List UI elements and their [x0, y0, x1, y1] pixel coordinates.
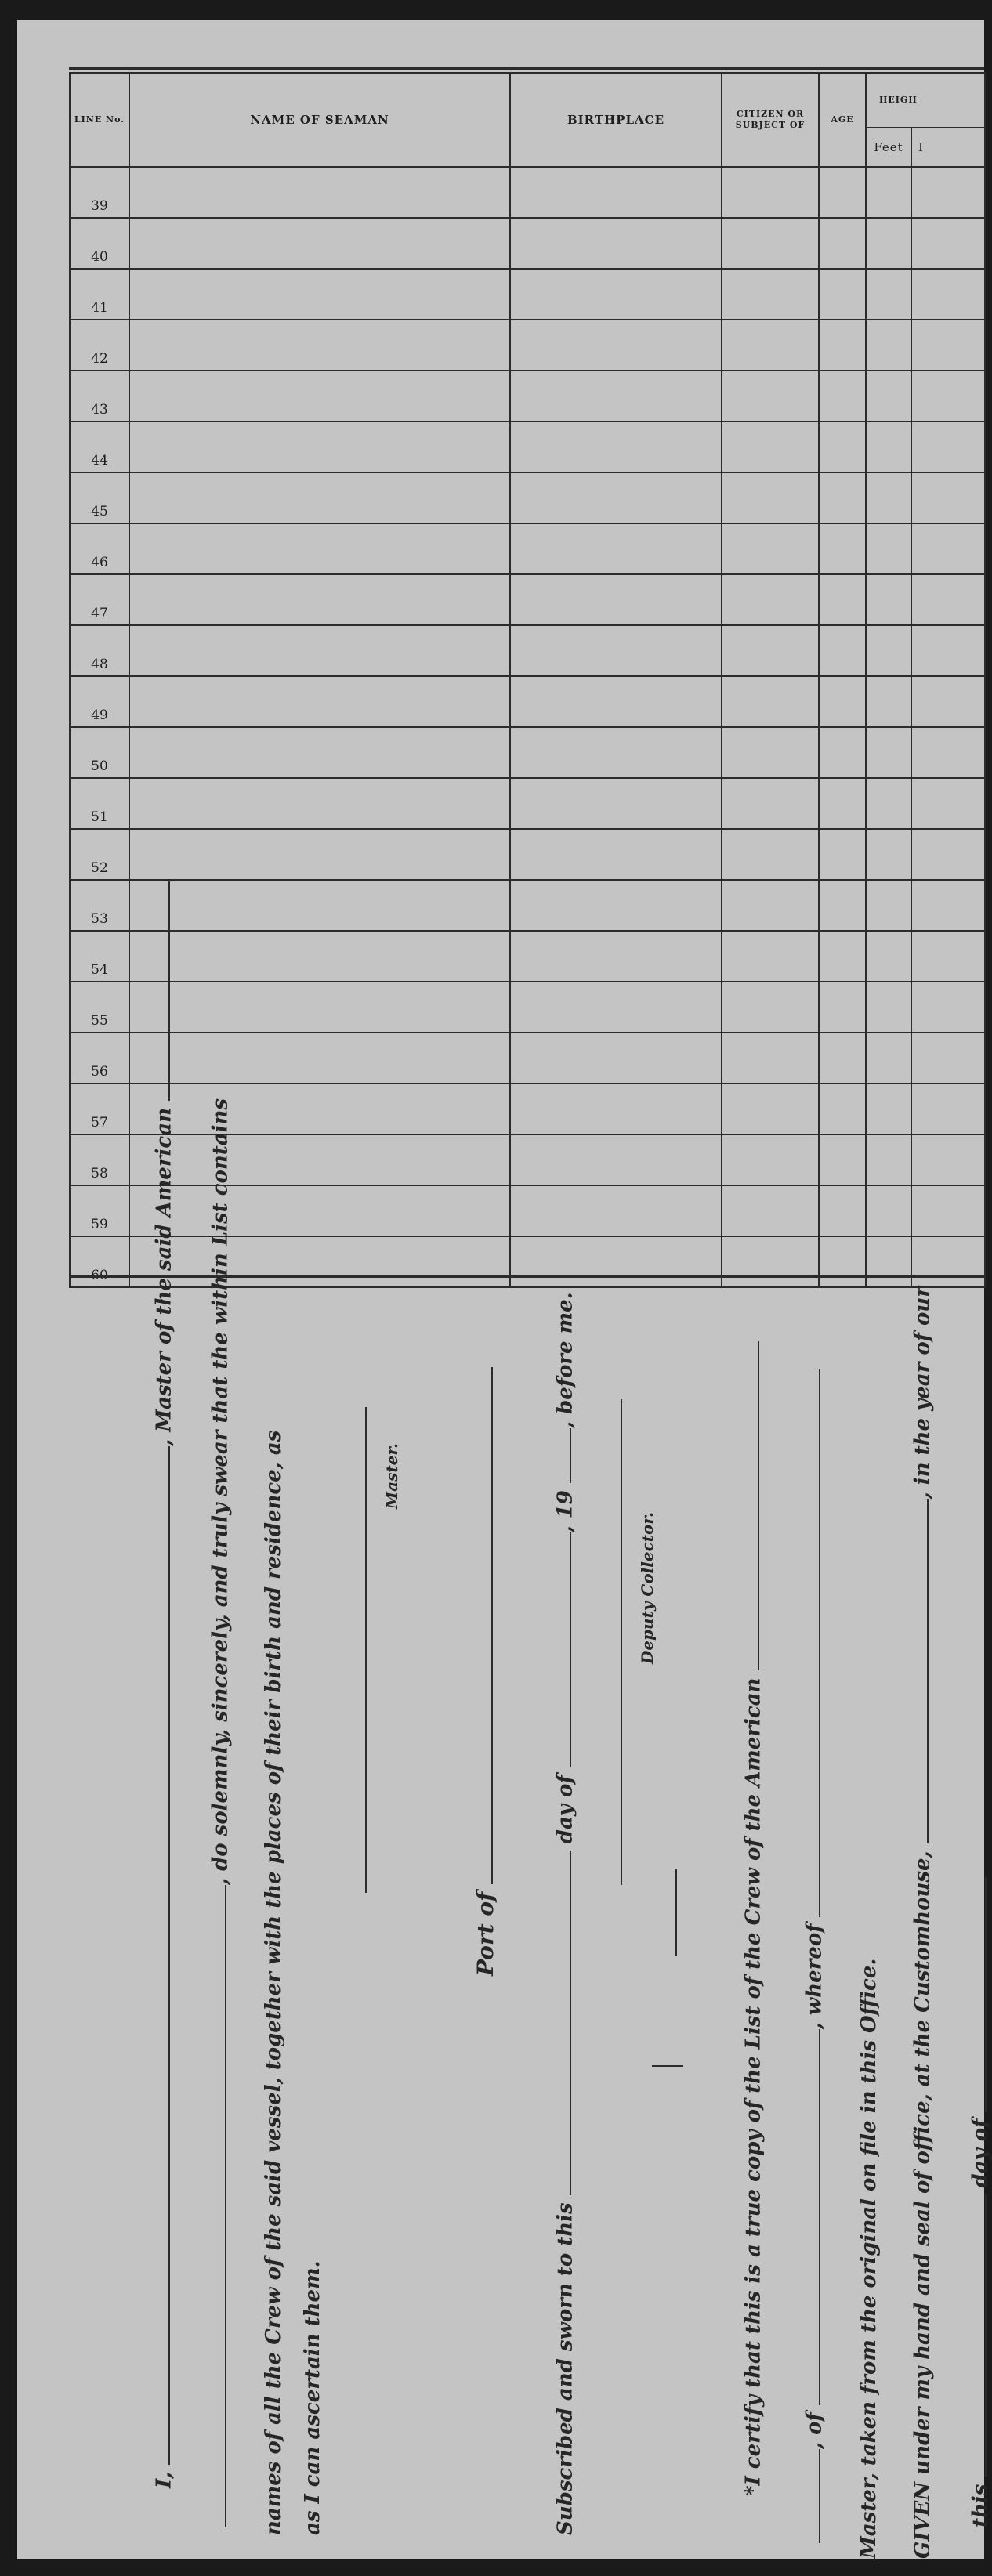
- feet-cell[interactable]: [866, 574, 911, 625]
- feet-cell[interactable]: [866, 1236, 911, 1287]
- citizen-cell[interactable]: [722, 472, 819, 523]
- table-row: [70, 778, 985, 829]
- inches-cell[interactable]: [911, 727, 985, 778]
- table-top-rule: [69, 67, 984, 70]
- inches-cell[interactable]: [911, 778, 985, 829]
- birthplace-cell[interactable]: [510, 574, 722, 625]
- subscribed-text: Subscribed and sworn to this: [553, 2202, 577, 2535]
- feet-cell[interactable]: [866, 1185, 911, 1236]
- citizen-cell[interactable]: [722, 778, 819, 829]
- age-cell[interactable]: [819, 371, 866, 421]
- age-cell[interactable]: [819, 625, 866, 676]
- feet-cell[interactable]: [866, 269, 911, 320]
- name-cell[interactable]: [129, 676, 510, 727]
- birthplace-cell[interactable]: [510, 727, 722, 778]
- subscribed-day-of: day of: [553, 1775, 577, 1844]
- line-number: 55: [70, 982, 129, 1033]
- inches-cell[interactable]: [911, 1134, 985, 1185]
- birthplace-cell[interactable]: [510, 931, 722, 982]
- name-cell[interactable]: [129, 778, 510, 829]
- certify-of: , of: [802, 2412, 827, 2449]
- line-number: 46: [70, 523, 129, 574]
- certify-text-1: *I certify that this is a true copy of the List of the Crew of the American: [741, 1677, 766, 2496]
- sworn-day-blank[interactable]: [552, 1851, 571, 2195]
- feet-cell[interactable]: [866, 1084, 911, 1134]
- feet-cell[interactable]: [866, 676, 911, 727]
- inches-cell[interactable]: [911, 1084, 985, 1134]
- age-cell[interactable]: [819, 1236, 866, 1287]
- header-birthplace: BIRTHPLACE: [510, 73, 722, 167]
- table-row: [70, 931, 985, 982]
- citizen-cell[interactable]: [722, 1134, 819, 1185]
- port-blank[interactable]: [472, 1367, 493, 1884]
- birthplace-cell[interactable]: [510, 523, 722, 574]
- table-row: [70, 1033, 985, 1084]
- name-cell[interactable]: [129, 625, 510, 676]
- citizen-cell[interactable]: [722, 421, 819, 472]
- certify-line-1: [740, 1341, 765, 2496]
- line-number: 50: [70, 727, 129, 778]
- citizen-cell[interactable]: [722, 829, 819, 880]
- name-cell[interactable]: [129, 269, 510, 320]
- birthplace-cell[interactable]: [510, 778, 722, 829]
- inches-cell[interactable]: [911, 1236, 985, 1287]
- port-of-label: Port of: [472, 1891, 499, 1976]
- inches-cell[interactable]: [911, 1033, 985, 1084]
- birthplace-cell[interactable]: [510, 1185, 722, 1236]
- certify-line-2: [801, 1369, 826, 2543]
- line-number: 51: [70, 778, 129, 829]
- citizen-cell[interactable]: [722, 931, 819, 982]
- feet-cell[interactable]: [866, 829, 911, 880]
- name-cell[interactable]: [129, 320, 510, 371]
- oath-master-of: , Master of the said American: [152, 1107, 176, 1446]
- line-number: 49: [70, 676, 129, 727]
- age-cell[interactable]: [819, 269, 866, 320]
- inches-cell[interactable]: [911, 320, 985, 371]
- citizen-cell[interactable]: [722, 1185, 819, 1236]
- name-cell[interactable]: [129, 880, 510, 931]
- inches-cell[interactable]: [911, 167, 985, 218]
- age-cell[interactable]: [819, 982, 866, 1033]
- table-row: [70, 523, 985, 574]
- age-cell[interactable]: [819, 1084, 866, 1134]
- age-cell[interactable]: [819, 167, 866, 218]
- inches-cell[interactable]: [911, 880, 985, 931]
- age-cell[interactable]: [819, 1185, 866, 1236]
- age-cell[interactable]: [819, 1134, 866, 1185]
- name-cell[interactable]: [129, 167, 510, 218]
- oath-solemnly: , do solemnly, sincerely, and truly swear that the within List contains: [208, 1098, 233, 1885]
- citizen-cell[interactable]: [722, 320, 819, 371]
- birthplace-cell[interactable]: [510, 167, 722, 218]
- birthplace-cell[interactable]: [510, 218, 722, 269]
- inches-cell[interactable]: [911, 269, 985, 320]
- master-name-blank[interactable]: [150, 1446, 170, 2465]
- name-cell[interactable]: [129, 931, 510, 982]
- inches-cell[interactable]: [911, 931, 985, 982]
- table-row: [70, 880, 985, 931]
- this-text: this: [968, 2484, 992, 2527]
- citizen-cell[interactable]: [722, 1084, 819, 1134]
- age-cell[interactable]: [819, 421, 866, 472]
- given-month-blank[interactable]: [967, 1877, 987, 2112]
- sworn-year-blank[interactable]: [552, 1428, 571, 1483]
- line-number: 58: [70, 1134, 129, 1185]
- sworn-month-blank[interactable]: [552, 1532, 571, 1767]
- birthplace-cell[interactable]: [510, 829, 722, 880]
- inches-cell[interactable]: [911, 1185, 985, 1236]
- customhouse-blank[interactable]: [909, 1499, 929, 1843]
- age-cell[interactable]: [819, 320, 866, 371]
- table-row: [70, 625, 985, 676]
- vessel-name-blank[interactable]: [150, 881, 170, 1101]
- feet-cell[interactable]: [866, 625, 911, 676]
- age-cell[interactable]: [819, 472, 866, 523]
- header-name-of-seaman: NAME OF SEAMAN: [129, 73, 510, 167]
- citizen-cell[interactable]: [722, 167, 819, 218]
- name-cell[interactable]: [129, 1033, 510, 1084]
- subscribed-before-me: , before me.: [553, 1292, 577, 1429]
- line-number: 57: [70, 1084, 129, 1134]
- line-number: 47: [70, 574, 129, 625]
- line-number: 52: [70, 829, 129, 880]
- inches-cell[interactable]: [911, 676, 985, 727]
- oath-blank-2[interactable]: [207, 1885, 226, 2527]
- birthplace-cell[interactable]: [510, 880, 722, 931]
- citizen-cell[interactable]: [722, 269, 819, 320]
- citizen-cell[interactable]: [722, 625, 819, 676]
- citizen-cell[interactable]: [722, 1033, 819, 1084]
- seal-mark-1: [675, 1869, 677, 1956]
- age-cell[interactable]: [819, 778, 866, 829]
- certify-whereof: , whereof: [802, 1923, 827, 2030]
- name-cell[interactable]: [129, 982, 510, 1033]
- feet-cell[interactable]: [866, 523, 911, 574]
- feet-cell[interactable]: [866, 931, 911, 982]
- inches-cell[interactable]: [911, 523, 985, 574]
- age-cell[interactable]: [819, 523, 866, 574]
- name-cell[interactable]: [129, 421, 510, 472]
- inches-cell[interactable]: [911, 371, 985, 421]
- header-citizen: CITIZEN OR SUBJECT OF: [722, 73, 819, 167]
- feet-cell[interactable]: [866, 1134, 911, 1185]
- inches-cell[interactable]: [911, 218, 985, 269]
- birthplace-cell[interactable]: [510, 269, 722, 320]
- inches-cell[interactable]: [911, 421, 985, 472]
- master-label: Master.: [382, 1443, 401, 1509]
- citizen-cell[interactable]: [722, 727, 819, 778]
- name-cell[interactable]: [129, 371, 510, 421]
- line-number: 39: [70, 167, 129, 218]
- citizen-cell[interactable]: [722, 218, 819, 269]
- given-under-text: GIVEN under my hand and seal of office, at the Customhouse,: [911, 1851, 935, 2559]
- birthplace-cell[interactable]: [510, 320, 722, 371]
- certify-line-5: [967, 1877, 992, 2527]
- citizen-cell[interactable]: [722, 574, 819, 625]
- feet-cell[interactable]: [866, 421, 911, 472]
- header-feet: Feet: [866, 128, 911, 167]
- inches-cell[interactable]: [911, 472, 985, 523]
- line-number: 41: [70, 269, 129, 320]
- header-height: HEIGH: [866, 73, 985, 128]
- birthplace-cell[interactable]: [510, 421, 722, 472]
- subscribed-19: , 19: [553, 1490, 577, 1533]
- name-cell[interactable]: [129, 574, 510, 625]
- inches-cell[interactable]: [911, 982, 985, 1033]
- table-row: [70, 829, 985, 880]
- year-of-our-text: , in the year of our: [911, 1286, 935, 1500]
- name-cell[interactable]: [129, 523, 510, 574]
- given-day-blank[interactable]: [967, 2195, 987, 2477]
- header-line-no: LINE No.: [70, 73, 129, 167]
- feet-cell[interactable]: [866, 320, 911, 371]
- age-cell[interactable]: [819, 676, 866, 727]
- name-cell[interactable]: [129, 1134, 510, 1185]
- table-row: [70, 371, 985, 421]
- feet-cell[interactable]: [866, 1033, 911, 1084]
- header-inches: I: [911, 128, 985, 167]
- line-number: 56: [70, 1033, 129, 1084]
- name-cell[interactable]: [129, 1236, 510, 1287]
- age-cell[interactable]: [819, 931, 866, 982]
- master-signature-line[interactable]: [365, 1407, 367, 1893]
- citizen-cell[interactable]: [722, 523, 819, 574]
- birthplace-cell[interactable]: [510, 1033, 722, 1084]
- line-number: 44: [70, 421, 129, 472]
- name-cell[interactable]: [129, 472, 510, 523]
- birthplace-cell[interactable]: [510, 625, 722, 676]
- oath-i: I,: [152, 2471, 176, 2488]
- feet-cell[interactable]: [866, 880, 911, 931]
- crew-list-form: [17, 20, 992, 2559]
- name-cell[interactable]: [129, 1185, 510, 1236]
- age-cell[interactable]: [819, 574, 866, 625]
- feet-cell[interactable]: [866, 218, 911, 269]
- table-row: [70, 269, 985, 320]
- line-number: 45: [70, 472, 129, 523]
- line-number: [70, 1236, 129, 1287]
- table-row: [70, 574, 985, 625]
- feet-cell[interactable]: [866, 982, 911, 1033]
- line-number: 42: [70, 320, 129, 371]
- table-row: [70, 676, 985, 727]
- oath-line-2: [207, 1098, 232, 2527]
- citizen-cell[interactable]: [722, 676, 819, 727]
- feet-cell[interactable]: [866, 371, 911, 421]
- seal-dash: [652, 2065, 683, 2067]
- table-row: [70, 218, 985, 269]
- birthplace-cell[interactable]: [510, 1134, 722, 1185]
- birthplace-cell[interactable]: [510, 371, 722, 421]
- name-cell[interactable]: [129, 1084, 510, 1134]
- age-cell[interactable]: [819, 1033, 866, 1084]
- age-cell[interactable]: [819, 218, 866, 269]
- citizen-cell[interactable]: [722, 371, 819, 421]
- certify-line-4: [909, 1286, 934, 2559]
- table-row: [70, 727, 985, 778]
- deputy-collector-label: Deputy Collector.: [638, 1511, 657, 1664]
- citizen-cell[interactable]: [722, 880, 819, 931]
- name-cell[interactable]: [129, 727, 510, 778]
- certify-port-blank[interactable]: [801, 2029, 820, 2405]
- birthplace-cell[interactable]: [510, 982, 722, 1033]
- table-row: [70, 421, 985, 472]
- table-row: [70, 982, 985, 1033]
- inches-cell[interactable]: [911, 574, 985, 625]
- line-number: 59: [70, 1185, 129, 1236]
- subscribed-line: [552, 1292, 577, 2535]
- day-of-text: day of: [968, 2118, 992, 2188]
- age-cell[interactable]: [819, 727, 866, 778]
- birthplace-cell[interactable]: [510, 676, 722, 727]
- feet-cell[interactable]: [866, 167, 911, 218]
- feet-cell[interactable]: [866, 778, 911, 829]
- birthplace-cell[interactable]: [510, 1236, 722, 1287]
- citizen-cell[interactable]: [722, 1236, 819, 1287]
- port-of-line: [472, 1367, 498, 1976]
- feet-cell[interactable]: [866, 472, 911, 523]
- header-age: AGE: [819, 73, 866, 167]
- line-number: 40: [70, 218, 129, 269]
- inches-cell[interactable]: [911, 829, 985, 880]
- age-cell[interactable]: [819, 880, 866, 931]
- line-number: 48: [70, 625, 129, 676]
- birthplace-cell[interactable]: [510, 1084, 722, 1134]
- oath-line-3: names of all the Crew of the said vessel, together with the places of their birth and residence, as: [262, 1430, 285, 2535]
- name-cell[interactable]: [129, 829, 510, 880]
- age-cell[interactable]: [819, 829, 866, 880]
- line-number: 53: [70, 880, 129, 931]
- oath-line-1: [150, 881, 176, 2488]
- certify-blank-a[interactable]: [801, 2449, 820, 2543]
- feet-cell[interactable]: [866, 727, 911, 778]
- certify-line-3: Master, taken from the original on file in this Office.: [857, 1958, 881, 2559]
- certify-vessel-blank[interactable]: [740, 1341, 759, 1670]
- birthplace-cell[interactable]: [510, 472, 722, 523]
- table-row: [70, 472, 985, 523]
- line-number: 43: [70, 371, 129, 421]
- citizen-cell[interactable]: [722, 982, 819, 1033]
- oath-line-4: as I can ascertain them.: [301, 2260, 324, 2535]
- certify-master-blank[interactable]: [801, 1369, 820, 1917]
- name-cell[interactable]: [129, 218, 510, 269]
- deputy-signature-line[interactable]: [621, 1399, 622, 1885]
- table-row: [70, 167, 985, 218]
- inches-cell[interactable]: [911, 625, 985, 676]
- line-number: 54: [70, 931, 129, 982]
- table-row: [70, 320, 985, 371]
